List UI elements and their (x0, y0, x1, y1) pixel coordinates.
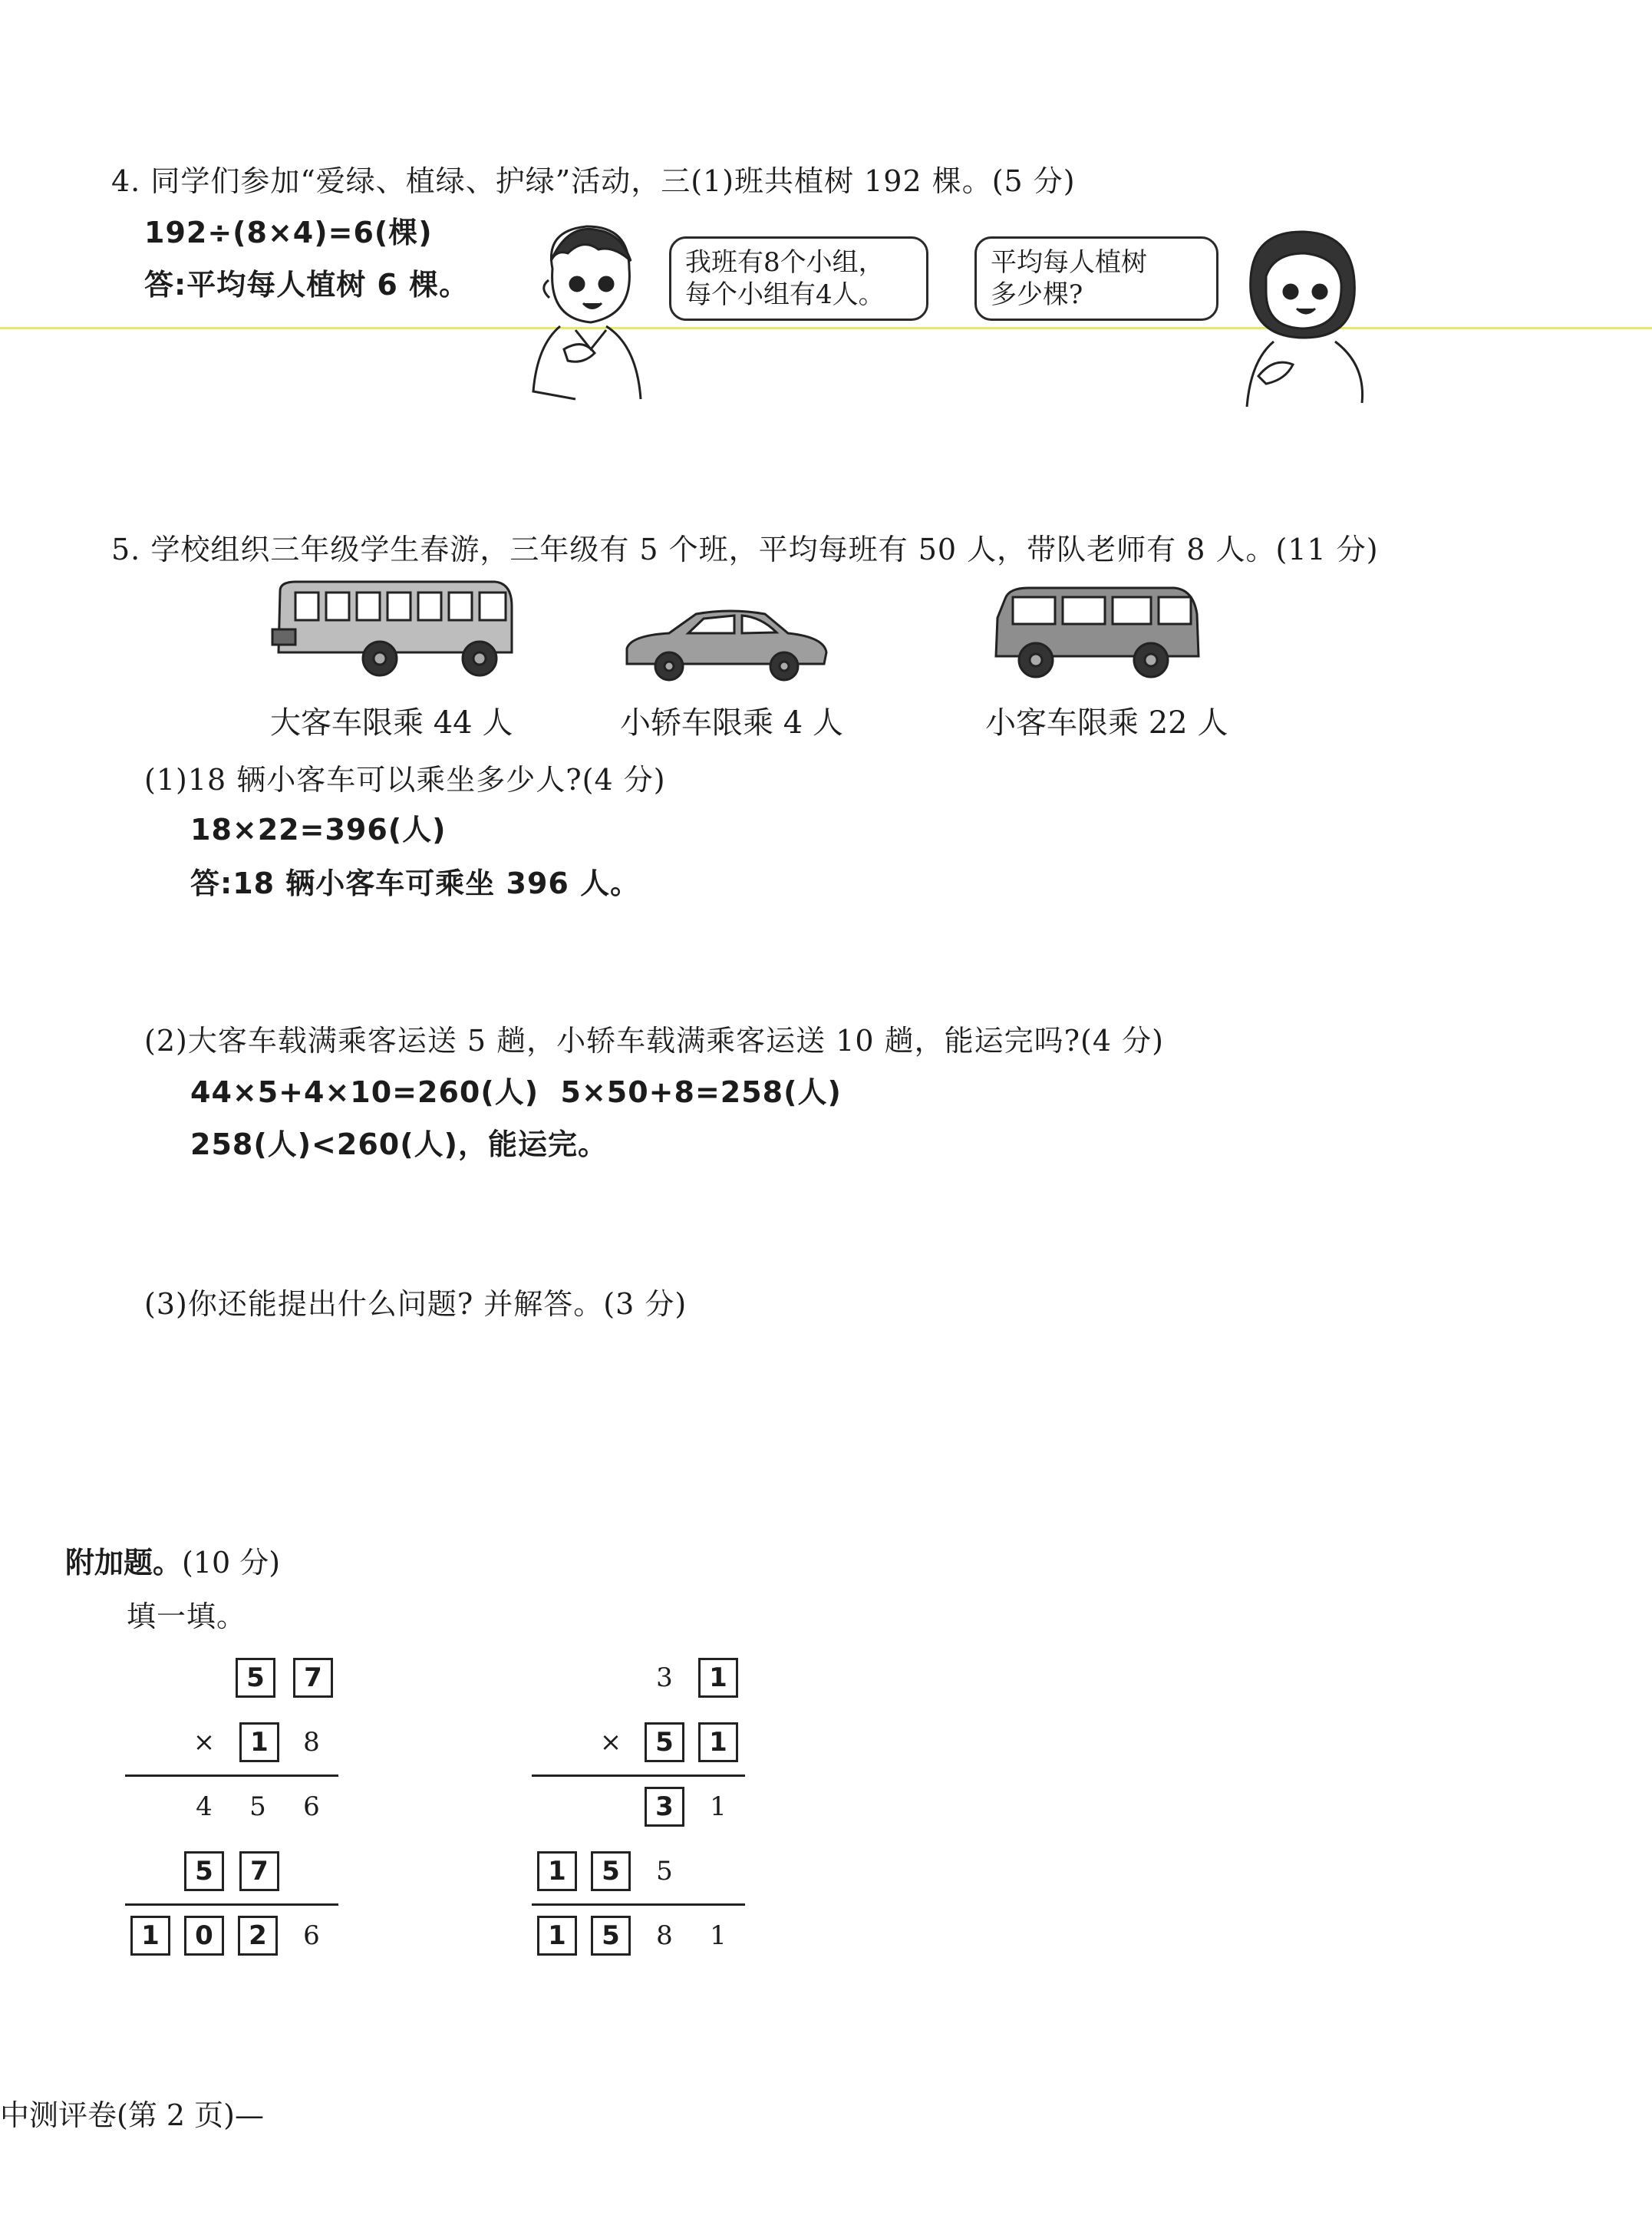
page-footer: 中测评卷(第 2 页)— (0, 2098, 264, 2132)
bonus-heading (65, 1539, 280, 1581)
q5-sub2-calc: 44×5+4×10=260(人) 5×50+8=258(人) (190, 1075, 842, 1109)
car-label: 小轿车限乘 4 人 (620, 705, 843, 741)
right-r5-digit-ones: 1 (710, 1920, 727, 1951)
right-r3-digit-ones: 1 (710, 1791, 727, 1822)
boy-speech-bubble (669, 236, 928, 321)
yellow-rule (0, 327, 1652, 329)
left-rule-2 (125, 1903, 338, 1906)
q5-sub2-question: (2)大客车载满乘客运送 5 趟，小轿车载满乘客运送 10 趟，能运完吗?(4 分) (144, 1024, 1164, 1058)
left-r3-digit-ones: 6 (303, 1791, 320, 1822)
right-r1-digit-tens: 3 (656, 1662, 673, 1693)
q5-sub2-conclusion: 258(人)<260(人)，能运完。 (190, 1127, 608, 1161)
right-r4-box-thousands[interactable]: 1 (537, 1851, 577, 1891)
right-r3-box-tens[interactable]: 3 (645, 1787, 684, 1827)
q5-sub1-question: (1)18 辆小客车可以乘坐多少人?(4 分) (144, 763, 666, 797)
girl-bubble-line1: 平均每人植树 (991, 247, 1147, 278)
left-r5-box-hundreds[interactable]: 0 (184, 1916, 224, 1956)
q4-calc: 192÷(8×4)=6(棵) (144, 216, 433, 249)
q5-sub3-question: (3)你还能提出什么问题? 并解答。(3 分) (144, 1287, 688, 1321)
left-r1-box-ones[interactable]: 7 (293, 1658, 333, 1698)
boy-illustration (522, 215, 660, 414)
right-r4-digit-tens: 5 (656, 1856, 673, 1887)
right-rule-1 (532, 1774, 745, 1777)
boy-bubble-line2: 每个小组有4人。 (685, 279, 885, 310)
van-label: 小客车限乘 22 人 (985, 705, 1228, 741)
left-r3-digit-hundreds: 4 (196, 1791, 213, 1822)
girl-illustration (1228, 223, 1373, 414)
bonus-points: (10 分) (182, 1546, 281, 1580)
right-r2-box-ones[interactable]: 1 (698, 1722, 738, 1762)
van-icon (990, 583, 1205, 683)
left-r3-digit-tens: 5 (249, 1791, 266, 1822)
right-r5-box-hundreds[interactable]: 5 (591, 1916, 631, 1956)
right-r5-box-thousands[interactable]: 1 (537, 1916, 577, 1956)
q5-text: 5. 学校组织三年级学生春游，三年级有 5 个班，平均每班有 50 人，带队老师有 8 人。(11 分) (111, 533, 1379, 566)
q5-sub1-calc: 18×22=396(人) (190, 813, 447, 847)
left-r5-box-thousands[interactable]: 1 (130, 1916, 170, 1956)
right-r5-digit-tens: 8 (656, 1920, 673, 1951)
right-rule-2 (532, 1903, 745, 1906)
girl-bubble-line2: 多少棵? (991, 279, 1083, 310)
left-rule-1 (125, 1774, 338, 1777)
q4-answer: 答:平均每人植树 6 棵。 (144, 268, 470, 302)
bus-icon (265, 576, 518, 683)
left-r4-box-tens[interactable]: 7 (239, 1851, 279, 1891)
left-times-sign: × (193, 1727, 216, 1758)
q5-sub1-answer: 答:18 辆小客车可乘坐 396 人。 (190, 867, 641, 900)
car-icon (623, 606, 830, 683)
right-r4-box-hundreds[interactable]: 5 (591, 1851, 631, 1891)
left-r5-box-tens[interactable]: 2 (238, 1916, 278, 1956)
bonus-instruction: 填一填。 (127, 1599, 247, 1633)
left-r5-digit-ones: 6 (303, 1920, 320, 1951)
left-r2-box-tens[interactable]: 1 (239, 1722, 279, 1762)
right-times-sign: × (599, 1727, 622, 1758)
left-r4-box-hundreds[interactable]: 5 (184, 1851, 224, 1891)
q4-text: 4. 同学们参加“爱绿、植绿、护绿”活动，三(1)班共植树 192 棵。(5 分) (111, 164, 1076, 198)
left-r2-digit-ones: 8 (303, 1727, 320, 1758)
left-r1-box-tens[interactable]: 5 (236, 1658, 275, 1698)
girl-speech-bubble (974, 236, 1218, 321)
right-r2-box-tens[interactable]: 5 (645, 1722, 684, 1762)
bus-label: 大客车限乘 44 人 (270, 705, 513, 741)
bonus-title: 附加题。 (65, 1546, 183, 1580)
boy-bubble-line1: 我班有8个小组， (685, 247, 885, 278)
right-r1-box-ones[interactable]: 1 (698, 1658, 738, 1698)
